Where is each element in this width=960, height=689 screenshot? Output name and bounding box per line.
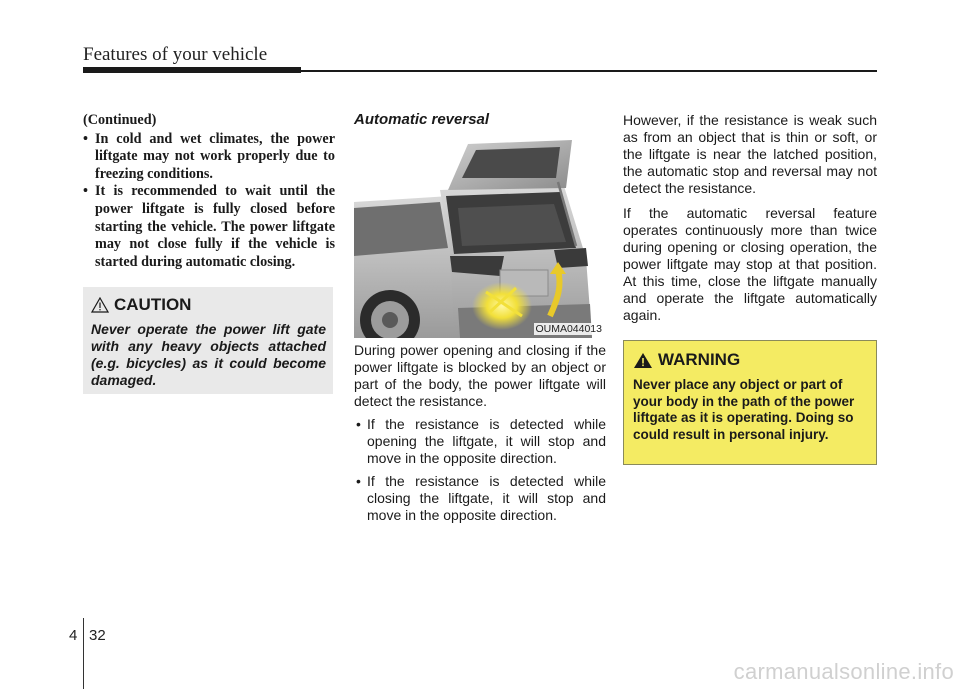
header-rule-thin: [301, 70, 877, 72]
chapter-number: 4: [69, 627, 78, 644]
column-2-bullet-list: [354, 416, 606, 524]
warning-box: [623, 340, 877, 465]
paragraph: If the automatic reversal feature operates continuously more than twice during opening or closing operation, the power liftgate may stop at that position. At this time, close the liftgate manually and operate the liftgate automatically again.: [623, 205, 877, 323]
figure-code: OUMA044013: [535, 323, 602, 335]
list-item: • It is recommended to wait until the power liftgate is fully closed before starting the vehicle. The power liftgate may not close fully if the vehicle is started during automatic closing.: [83, 183, 335, 271]
warning-triangle-icon: [633, 352, 653, 369]
liftgate-illustration: [354, 138, 606, 338]
column-3: [623, 112, 877, 332]
caution-heading: [91, 295, 191, 315]
watermark: carmanualsonline.info: [733, 659, 954, 684]
column-1-bullet-list: [83, 131, 335, 272]
page-number: 32: [89, 627, 106, 644]
intro-paragraph: During power opening and closing if the power liftgate is blocked by an object or part of the body, the power liftgate will detect the resistance.: [354, 342, 606, 409]
page-header-title: Features of your vehicle: [83, 44, 268, 65]
warning-text: Never place any object or part of your body in the path of the power liftgate as it is operating. Doing so could result in personal injury.: [633, 377, 855, 442]
list-item: • If the resistance is detected while opening the liftgate, it will stop and move in the opposite direction.: [354, 416, 606, 467]
column-1: [83, 112, 335, 271]
caution-heading-label: CAUTION: [114, 295, 192, 314]
warning-heading-label: WARNING: [658, 350, 741, 369]
warning-heading: [633, 350, 740, 370]
list-item: • If the resistance is detected while closing the liftgate, it will stop and move in the opposite direction.: [354, 473, 606, 524]
section-title: Automatic reversal: [354, 111, 490, 128]
list-item: • In cold and wet climates, the power liftgate may not work properly due to freezing conditions.: [83, 131, 335, 184]
caution-text: Never operate the power lift gate with any heavy objects attached (e.g. bicycles) as it could become damaged.: [91, 321, 326, 388]
warning-triangle-icon: [91, 297, 109, 313]
paragraph: However, if the resistance is weak such as from an object that is thin or soft, or the liftgate is near the latched position, the automatic stop and reversal may not detect the resistance.: [623, 112, 877, 196]
caution-box: [83, 287, 333, 394]
header-rule: [83, 67, 301, 73]
column-2: [354, 342, 606, 530]
footer-divider: [83, 618, 84, 689]
suv-rear-image: [354, 138, 606, 338]
continued-label: (Continued): [83, 112, 157, 128]
